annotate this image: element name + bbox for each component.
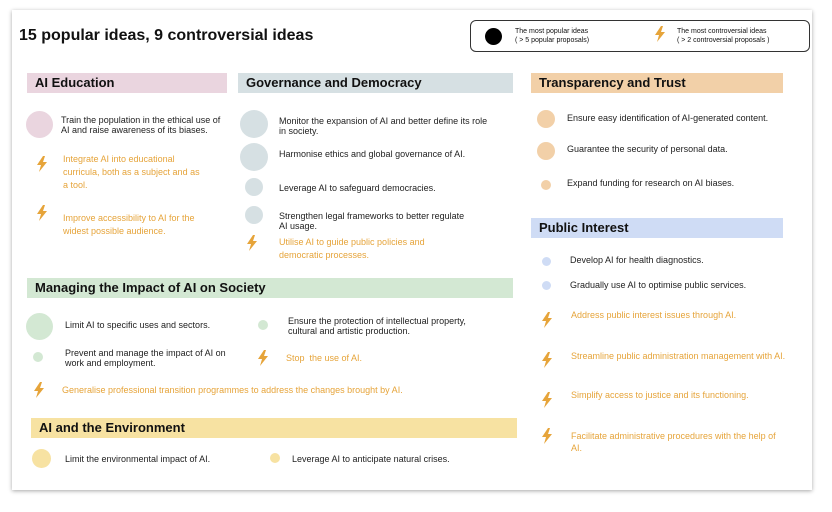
- idea-item: Gradually use AI to optimise public services.: [570, 280, 747, 290]
- section-header-transparency: Transparency and Trust: [531, 73, 783, 93]
- idea-item: Leverage AI to anticipate natural crises.: [292, 454, 450, 464]
- section-header-environment: AI and the Environment: [31, 418, 517, 438]
- idea-item: Limit the environmental impact of AI.: [65, 454, 211, 464]
- idea-item: Ensure easy identification of AI-generated content.: [567, 113, 769, 123]
- popularity-circle: [245, 206, 263, 224]
- idea-item: Leverage AI to safeguard democracies.: [279, 183, 436, 193]
- idea-item: Prevent and manage the impact of AI on work and employment.: [65, 348, 226, 368]
- popularity-circle: [245, 178, 263, 196]
- idea-item: Ensure the protection of intellectual property, cultural and artistic production.: [288, 316, 466, 336]
- popularity-circle: [541, 180, 551, 190]
- section-header-public-interest: Public Interest: [531, 218, 783, 238]
- idea-item: Facilitate administrative procedures with the help of AI.: [571, 431, 776, 453]
- lightning-icon: [246, 235, 258, 251]
- legend-controversial-sub: ( > 2 controversial proposals ): [677, 37, 770, 44]
- popularity-circle: [542, 281, 551, 290]
- legend-popular-label: The most popular ideas: [515, 28, 589, 35]
- idea-item: Strengthen legal frameworks to better regulate AI usage.: [279, 211, 465, 231]
- idea-item: Integrate AI into educational curricula, both as a subject and as a tool.: [63, 154, 200, 190]
- lightning-icon: [541, 392, 553, 408]
- lightning-icon: [541, 428, 553, 444]
- idea-item: Stop the use of AI.: [286, 353, 363, 363]
- popularity-circle: [26, 313, 53, 340]
- legend-controversial: [677, 27, 769, 45]
- lightning-icon: [36, 205, 48, 221]
- lightning-icon: [654, 26, 666, 42]
- idea-item: Expand funding for research on AI biases.: [567, 178, 735, 188]
- idea-item: Harmonise ethics and global governance of AI.: [279, 149, 466, 159]
- idea-item: Limit AI to specific uses and sectors.: [65, 320, 211, 330]
- idea-item: Simplify access to justice and its functioning.: [571, 390, 749, 400]
- popularity-circle: [33, 352, 43, 362]
- popularity-circle: [270, 453, 280, 463]
- popularity-circle: [32, 449, 51, 468]
- legend-popular-sub: ( > 5 popular proposals): [515, 37, 590, 44]
- legend-popular: [515, 27, 589, 45]
- popularity-circle: [537, 110, 555, 128]
- idea-item: Train the population in the ethical use of AI and raise awareness of its biases.: [61, 115, 221, 135]
- section-header-impact: Managing the Impact of AI on Society: [27, 278, 513, 298]
- popularity-circle: [258, 320, 268, 330]
- idea-item: Monitor the expansion of AI and better define its role in society.: [279, 116, 488, 136]
- legend-controversial-label: The most controversial ideas: [677, 28, 767, 35]
- section-header-education: AI Education: [27, 73, 227, 93]
- popularity-circle: [26, 111, 53, 138]
- lightning-icon: [541, 312, 553, 328]
- popularity-circle: [542, 257, 551, 266]
- lightning-icon: [36, 156, 48, 172]
- idea-item: Streamline public administration management with AI.: [571, 351, 786, 361]
- idea-item: Guarantee the security of personal data.: [567, 144, 728, 154]
- idea-item: Develop AI for health diagnostics.: [570, 255, 704, 265]
- idea-item: Generalise professional transition programmes to address the changes brought by AI.: [62, 385, 403, 395]
- section-header-governance: Governance and Democracy: [238, 73, 513, 93]
- legend: [470, 20, 810, 52]
- popularity-circle: [240, 143, 268, 171]
- lightning-icon: [33, 382, 45, 398]
- lightning-icon: [541, 352, 553, 368]
- lightning-icon: [257, 350, 269, 366]
- idea-item: Address public interest issues through AI.: [571, 310, 737, 320]
- circle-icon: [485, 28, 502, 45]
- popularity-circle: [240, 110, 268, 138]
- page-title: 15 popular ideas, 9 controversial ideas: [19, 27, 314, 44]
- idea-item: Utilise AI to guide public policies and democratic processes.: [279, 237, 425, 260]
- idea-item: Improve accessibility to AI for the widest possible audience.: [63, 213, 195, 236]
- popularity-circle: [537, 142, 555, 160]
